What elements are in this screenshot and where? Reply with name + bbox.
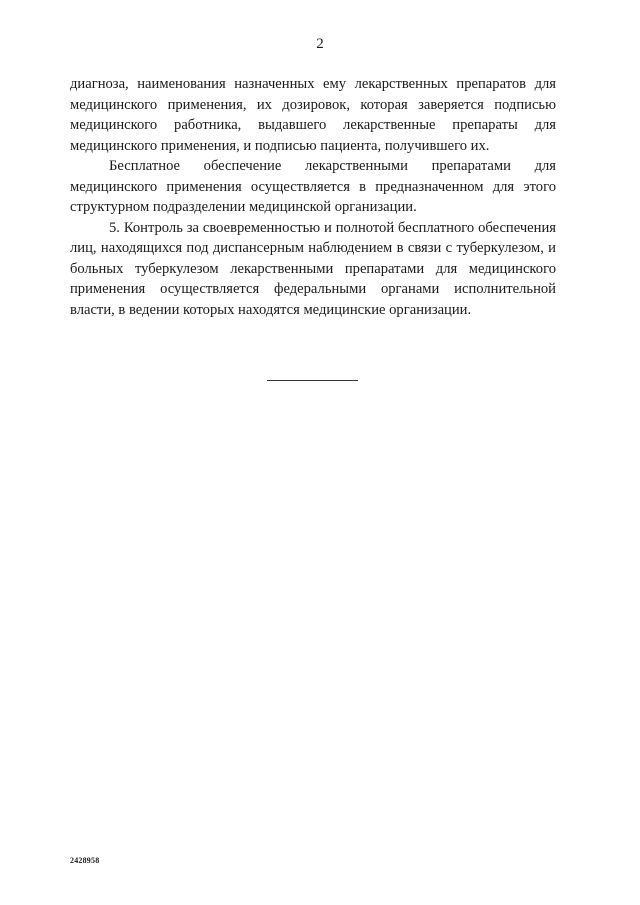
end-separator-line [267,380,358,381]
page-number: 2 [316,36,324,52]
document-id: 2428958 [70,856,100,865]
paragraph-continuation: диагноза, наименования назначенных ему лекарственных препаратов для медицинского применения, их дозировок, которая заверяется подписью медицинского работника, выдавшего лекарственные препараты для медицинского применения, и подписью пациента, получившего их. [70,76,556,154]
paragraph-free-provision: Бесплатное обеспечение лекарственными препаратами для медицинского применения осуществляется в предназначенном для этого структурном подразделении медицинской организации. [70,158,556,215]
paragraph-control-clause: 5. Контроль за своевременностью и полнотой бесплатного обеспечения лиц, находящихся под диспансерным наблюдением в связи с туберкулезом, и больных туберкулезом лекарственными препаратами для медицинского применения осуществляется федеральными органами исполнительной власти, в ведении которых находятся медицинские организации. [70,219,556,318]
document-body [70,74,556,320]
